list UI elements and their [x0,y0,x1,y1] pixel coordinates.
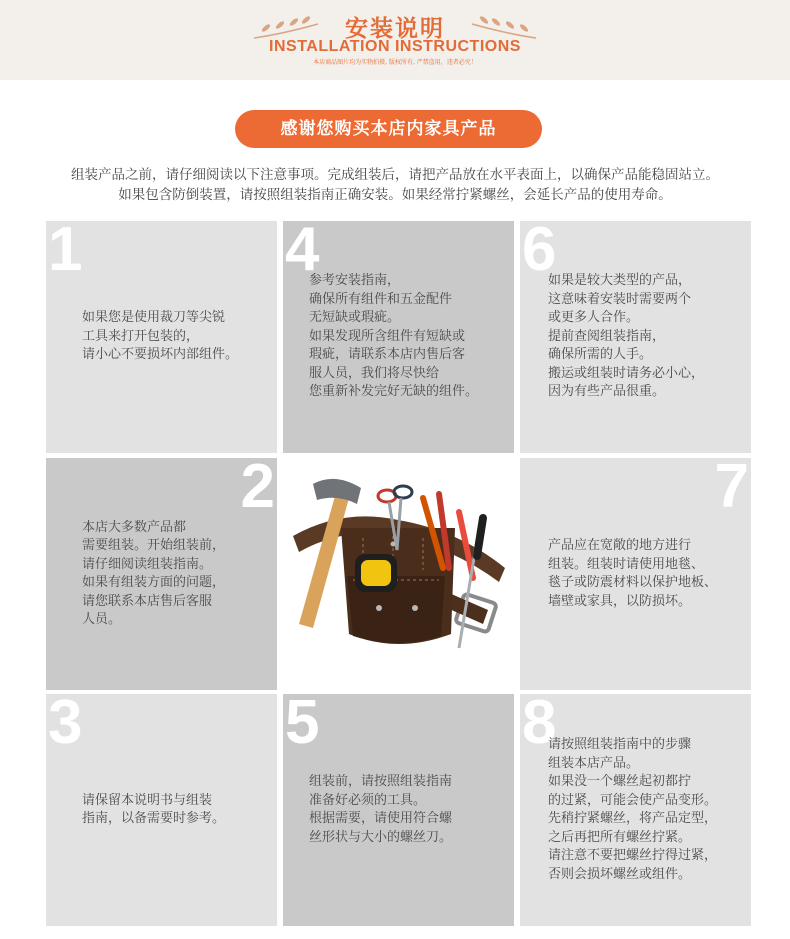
instruction-tile-6 [520,221,751,453]
tile-line: 因为有些产品很重。 [548,384,666,400]
tile-number: 1 [48,221,83,284]
copyright-note: 本店商品图片均为实物拍摄, 版权所有, 严禁盗用，违者必究！ [313,59,477,66]
tile-number: 2 [240,458,275,521]
tile-line: 否则会损坏螺丝或组件。 [548,866,692,882]
thanks-banner: 感谢您购买本店内家具产品 [235,110,542,148]
instruction-tile-8 [520,694,751,926]
tile-text [283,694,514,926]
tile-line: 如果有组装方面的问题， [82,575,226,590]
tile-line: 或更多人合作。 [548,310,640,326]
intro-line-2: 如果包含防倒装置，请按照组装指南正确安装。如果经常拧紧螺丝，会延长产品的使用寿命。 [118,187,672,203]
tile-text [520,458,751,690]
tile-line: 参考安装指南， [309,273,401,289]
tile-line: 需要组装。开始组装前， [82,538,226,553]
tile-text [283,221,514,453]
tile-line: 人员。 [82,612,122,627]
tile-line: 确保所有组件和五金配件 [309,291,453,307]
tile-line: 组装前，请按照组装指南 [309,774,453,789]
tile-text [520,694,751,926]
instruction-tile-4 [283,221,514,453]
tile-text [520,221,751,453]
tile-line: 您重新补发完好无缺的组件。 [309,384,479,400]
tile-line: 请您联系本店售后客服 [82,593,213,609]
tile-line: 服人员，我们将尽快给 [309,365,440,381]
tile-line: 请小心不要损坏内部组件。 [82,347,239,363]
tile-number: 5 [285,694,320,757]
tile-number: 6 [522,221,557,284]
tile-line: 如果发现所含组件有短缺或 [309,328,466,344]
tile-line: 本店大多数产品都 [82,519,187,535]
tile-line: 指南，以备需要时参考。 [82,811,226,826]
tile-line: 请保留本说明书与组装 [82,792,213,808]
tile-line: 请注意不要把螺丝拧得过紧， [548,848,718,863]
instruction-tile-7 [520,458,751,690]
page-title: 安装说明 [345,16,445,42]
tile-text [46,694,277,926]
tile-line: 这意味着安装时需要两个 [548,291,692,307]
tile-number: 4 [285,221,320,284]
tile-number: 3 [48,694,83,757]
tile-line: 毯子或防震材料以保护地板、 [548,575,718,590]
tile-text [46,221,277,453]
tile-line: 组装。组装时请使用地毯、 [548,556,705,572]
tile-line: 之后再把所有螺丝拧紧。 [548,829,692,845]
tile-line: 准备好必须的工具。 [309,792,427,808]
instruction-tile-3 [46,694,277,926]
tile-line: 先稍拧紧螺丝，将产品定型， [548,811,718,826]
intro-line-1: 组装产品之前，请仔细阅读以下注意事项。完成组装后，请把产品放在水平表面上，以确保产品能稳固站立。 [71,167,719,183]
tile-line: 提前查阅组装指南， [548,328,666,344]
instruction-tile-2 [46,458,277,690]
tile-line: 丝形状与大小的螺丝刀。 [309,829,453,845]
tile-line: 墙壁或家具，以防损坏。 [548,593,692,609]
tile-line: 请按照组装指南中的步骤 [548,737,692,752]
tile-line: 组装本店产品。 [548,755,640,771]
tile-line: 请仔细阅读组装指南。 [82,556,213,572]
tile-line: 确保所需的人手。 [548,347,653,363]
tool-belt-photo [283,458,514,690]
tile-line: 瑕疵，请联系本店内售后客 [309,347,466,363]
tile-line: 的过紧，可能会使产品变形。 [548,792,718,808]
tool-belt-icon [283,458,514,690]
instruction-tile-1 [46,221,277,453]
instruction-tile-5 [283,694,514,926]
tile-line: 搬运或组装时请务必小心， [548,365,705,381]
tile-line: 根据需要，请使用符合螺 [309,811,453,826]
tile-text [46,458,277,690]
page-title-english: INSTALLATION INSTRUCTIONS [269,38,521,55]
tile-line: 如果您是使用裁刀等尖锐 [82,310,226,326]
tile-number: 8 [522,694,557,757]
tile-line: 如果没一个螺丝起初都拧 [548,774,692,789]
tile-number: 7 [714,458,749,521]
tile-line: 无短缺或瑕疵。 [309,310,401,326]
tile-line: 工具来打开包装的， [82,328,200,344]
tile-line: 产品应在宽敞的地方进行 [548,538,692,553]
tile-line: 如果是较大类型的产品， [548,273,692,289]
